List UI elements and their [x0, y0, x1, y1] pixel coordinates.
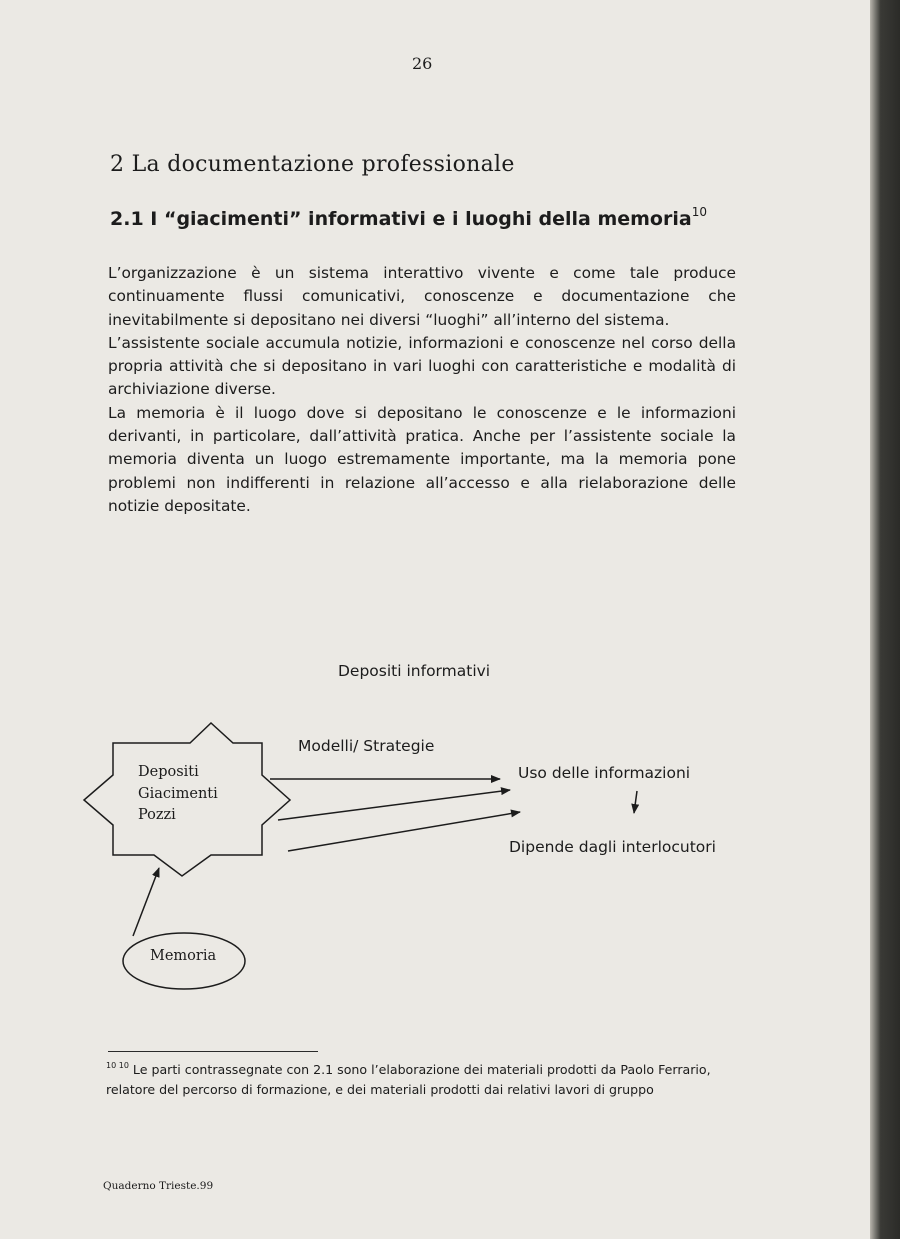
footnote-rule: [108, 1051, 318, 1052]
arrow-bottom: [288, 812, 520, 851]
arrow-label: Modelli/ Strategie: [298, 737, 435, 755]
page-edge-shadow: [870, 0, 900, 1239]
diagram-title: Depositi informativi: [338, 662, 491, 680]
section-title-text: 2.1 I “giacimenti” informativi e i luoghi della memoria: [110, 208, 692, 230]
memoria-label: Memoria: [150, 948, 217, 964]
star-label-depositi: Depositi: [138, 764, 199, 780]
star-label-giacimenti: Giacimenti: [138, 786, 218, 802]
paragraph-3: La memoria è il luogo dove si depositano le conoscenze e le informazioni derivanti, in particolare, dall’attività pratica. Anche per l’assistente sociale la memoria diventa un luogo estremamente importante, ma la memoria pone problemi non indifferenti in relazione all’accesso e alla rielaborazione delle notizie depositate.: [108, 403, 736, 515]
page-number: 26: [412, 54, 433, 73]
target-top-label: Uso delle informazioni: [518, 764, 691, 782]
page-footer: Quaderno Trieste.99: [103, 1180, 214, 1192]
footnote-text: Le parti contrassegnate con 2.1 sono l’elaborazione dei materiali prodotti da Paolo Ferrario, relatore del percorso di formazione, e dei materiali prodotti dai relativi lavori di gruppo: [106, 1062, 711, 1097]
footnote-marker: 10 10: [106, 1061, 129, 1070]
down-arrow: [634, 791, 637, 813]
target-bottom-label: Dipende dagli interlocutori: [509, 838, 716, 856]
arrow-middle: [278, 790, 510, 820]
memoria-arrow: [133, 868, 159, 936]
paragraph-1: L’organizzazione è un sistema interattivo vivente e come tale produce continuamente flussi comunicativi, conoscenze e documentazione che inevitabilmente si depositano nei diversi “luoghi” all’interno del sistema.: [108, 264, 736, 329]
star-label-pozzi: Pozzi: [138, 807, 176, 823]
paragraph-2: L’assistente sociale accumula notizie, informazioni e conoscenze nel corso della propria attività che si depositano in vari luoghi con caratteristiche e modalità di archiviazione diverse.: [108, 333, 736, 399]
footnote: [106, 1056, 731, 1100]
footnote-reference: 10: [691, 205, 707, 219]
chapter-title: 2 La documentazione professionale: [110, 152, 515, 177]
